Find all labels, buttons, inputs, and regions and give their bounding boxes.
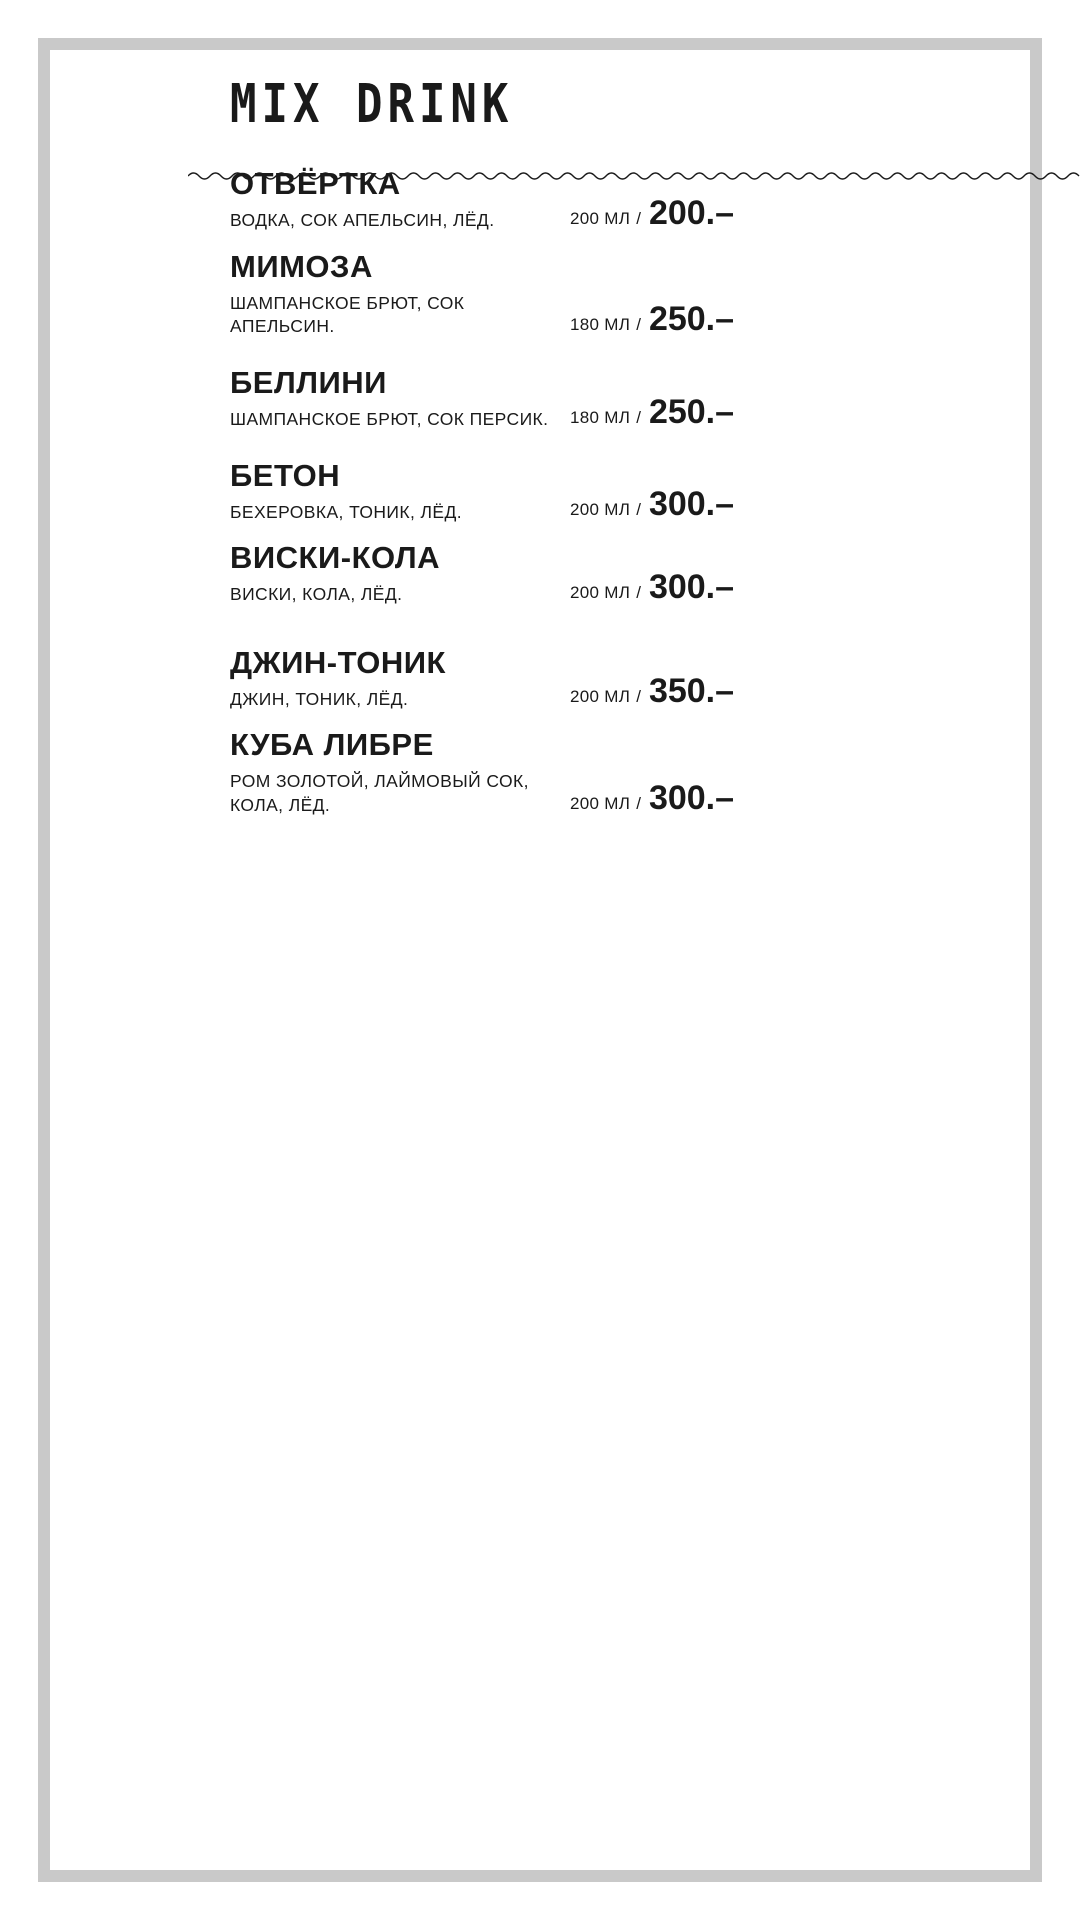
menu-item [230,166,1020,233]
menu-item-description: ШАМПАНСКОЕ БРЮТ, СОК АПЕЛЬСИН. [230,292,465,337]
menu-item-separator: / [636,687,641,707]
menu-item-description: РОМ ЗОЛОТОЙ, ЛАЙМОВЫЙ СОК, КОЛА, ЛЁД. [230,771,529,815]
menu-item-description: ВИСКИ, КОЛА, ЛЁД. [230,584,403,605]
menu-item-description: БЕХЕРОВКА, ТОНИК, ЛЁД. [230,501,462,522]
menu-item-price-block [570,568,734,607]
spacer [230,623,1020,645]
menu-item [230,540,1020,607]
menu-item-description: ШАМПАНСКОЕ БРЮТ, СОК ПЕРСИК. [230,408,549,429]
spacer [230,448,1020,458]
menu-item-name: БЕЛЛИНИ [230,364,387,400]
menu-item-description: ВОДКА, СОК АПЕЛЬСИН, ЛЁД. [230,210,495,230]
menu-item-price: 350.– [648,672,735,711]
menu-item-separator: / [636,407,641,427]
menu-item-name: КУБА ЛИБРЕ [230,727,434,763]
menu-item-name: ДЖИН-ТОНИК [230,644,446,680]
menu-item [230,727,1020,817]
menu-item-separator: / [636,582,641,602]
menu-item [230,249,1020,339]
menu-item-name: ОТВЁРТКА [230,166,401,201]
menu-item-price: 300.– [648,485,735,524]
menu-item-price-block [570,393,734,432]
menu-item-separator: / [636,208,641,228]
menu-item-price: 300.– [648,567,735,606]
menu-item-price: 250.– [648,299,735,338]
menu-item-price-block [570,300,734,339]
menu-item [230,458,1020,525]
menu-item [230,645,1020,712]
menu-item-price-block [570,194,734,233]
menu-item-list [230,166,1020,818]
page-title: MIX DRINK [230,73,514,136]
menu-item-separator: / [636,793,641,813]
menu-item-name: ВИСКИ-КОЛА [230,540,440,576]
menu-item-price: 300.– [648,778,735,817]
menu-item-volume: 200 МЛ [570,500,631,520]
menu-item-volume: 200 МЛ [570,793,631,813]
menu-item-price: 250.– [648,392,735,431]
menu-item-description: ДЖИН, ТОНИК, ЛЁД. [230,688,409,709]
menu-item-price-block [570,779,734,818]
menu-item-price: 200.– [648,193,735,232]
menu-item-name: МИМОЗА [230,248,373,284]
menu-item-separator: / [636,314,641,334]
menu-item-separator: / [636,500,641,520]
menu-item-name: БЕТОН [230,457,341,493]
menu-item-volume: 180 МЛ [570,407,631,427]
menu-item-volume: 180 МЛ [570,314,631,334]
menu-item-volume: 200 МЛ [570,208,631,228]
spacer [230,355,1020,365]
menu-item [230,365,1020,432]
menu-item-price-block [570,672,734,711]
menu-item-price-block [570,485,734,524]
menu-content [230,73,1020,834]
menu-item-volume: 200 МЛ [570,687,631,707]
menu-item-volume: 200 МЛ [570,582,631,602]
